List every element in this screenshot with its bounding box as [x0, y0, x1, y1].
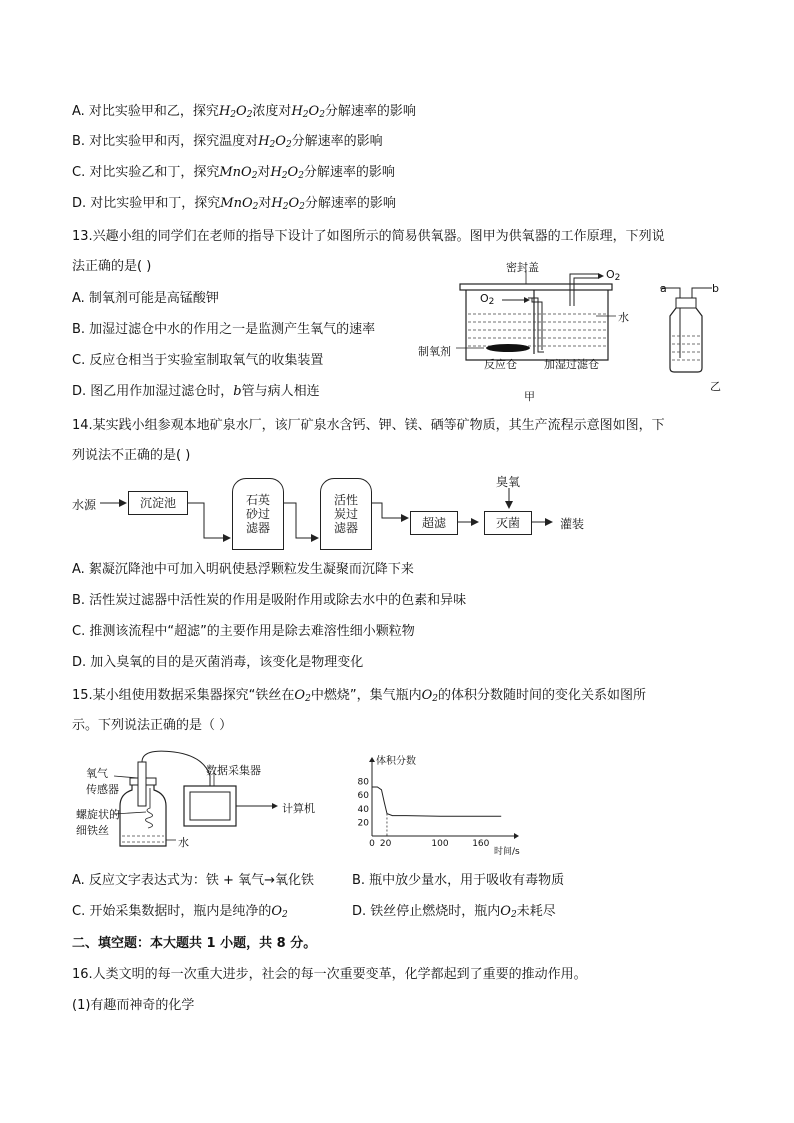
label-filter-chamber: 加湿过滤仓 — [544, 358, 599, 371]
q14-option-b: B. 活性炭过滤器中活性炭的作用是吸附作用或除去水中的色素和异味 — [72, 593, 467, 608]
q12-option-d: D. 对比实验甲和丁，探究MnO$_2$对$H_2O_2$分解速率的影响 — [72, 196, 396, 212]
q15-option-d: D. 铁丝停止燃烧时，瓶内$O_2$未耗尽 — [352, 904, 556, 920]
q15-option-b: B. 瓶中放少量水，用于吸收有毒物质 — [352, 873, 565, 888]
x-axis-arrow — [514, 833, 519, 839]
flow-water-source: 水源 — [72, 498, 97, 512]
flow-ultrafiltration: 超滤 — [410, 511, 458, 535]
y-tick-label: 40 — [357, 804, 369, 815]
flow-quartz-filter: 石英 砂过 滤器 — [232, 478, 284, 550]
q15-stem-line1: 15.某小组使用数据采集器探究“铁丝在$O_2$中燃烧”，集气瓶内$O_2$的体积分数随时间的变化关系如图所 — [72, 688, 646, 704]
x-tick-label: 160 — [472, 839, 490, 849]
label-tube-b: b — [712, 282, 719, 295]
label-computer: 计算机 — [282, 802, 315, 815]
label-jia: 甲 — [524, 390, 535, 403]
label-tube-a: a — [660, 282, 667, 295]
y-axis-label: 体积分数 — [376, 756, 416, 767]
q16-stem: 16.人类文明的每一次重大进步，社会的每一次重要变革，化学都起到了重要的推动作用。 — [72, 967, 587, 982]
label-water: 水 — [618, 311, 629, 324]
q13-option-c: C. 反应仓相当于实验室制取氧气的收集装置 — [72, 353, 324, 368]
label-reaction-chamber: 反应仓 — [484, 358, 517, 371]
q12-option-b: B. 对比实验甲和丙，探究温度对$H_2O_2$分解速率的影响 — [72, 134, 383, 150]
label-lid: 密封盖 — [506, 261, 539, 274]
flow-carbon-filter: 活性 炭过 滤器 — [320, 478, 372, 550]
flow-sterilization: 灭菌 — [484, 511, 532, 535]
q15-option-c: C. 开始采集数据时，瓶内是纯净的$O_2$ — [72, 904, 288, 920]
x-axis-label: 时间/s — [494, 847, 520, 857]
y-tick-label: 20 — [357, 818, 369, 829]
label-data-collector: 数据采集器 — [206, 764, 261, 777]
label-o2-out: $O_2$ — [606, 268, 621, 283]
section-2-heading: 二、填空题：本大题共 1 小题，共 8 分。 — [72, 936, 317, 951]
x-tick-label: 20 — [379, 839, 392, 849]
oxygen-volume-chart — [350, 756, 520, 858]
y-axis-arrow — [369, 757, 375, 762]
q14-option-a: A. 絮凝沉降池中可加入明矾使悬浮颗粒发生凝聚而沉降下来 — [72, 562, 414, 577]
label-o2-in: $O_2$ — [480, 292, 495, 307]
q13-stem-line2: 法正确的是( ) — [72, 259, 152, 274]
q15-option-a: A. 反应文字表达式为：铁 + 氧气→氧化铁 — [72, 873, 314, 888]
flow-sedimentation-tank: 沉淀池 — [128, 491, 188, 515]
series-line — [372, 787, 501, 816]
q13-option-d: D. 图乙用作加湿过滤仓时，b管与病人相连 — [72, 384, 320, 399]
label-oxygen-sensor: 氧气 传感器 — [86, 767, 119, 796]
q12-option-c: C. 对比实验乙和丁，探究MnO$_2$对$H_2O_2$分解速率的影响 — [72, 165, 395, 181]
q12-option-a: A. 对比实验甲和乙，探究$H_2O_2$浓度对$H_2O_2$分解速率的影响 — [72, 104, 416, 120]
label-water-bottle: 水 — [178, 836, 189, 849]
q13-option-b: B. 加湿过滤仓中水的作用之一是监测产生氧气的速率 — [72, 322, 376, 337]
flow-ozone: 臭氧 — [496, 475, 521, 489]
q14-option-d: D. 加入臭氧的目的是灭菌消毒，该变化是物理变化 — [72, 655, 364, 670]
bottle-yi-diagram — [656, 282, 726, 382]
x-tick-label: 0 — [369, 839, 375, 849]
y-tick-label: 80 — [357, 777, 369, 788]
q15-stem-line2: 示。下列说法正确的是（ ） — [72, 718, 233, 733]
y-tick-label: 60 — [357, 791, 369, 802]
q16-subquestion-1: (1)有趣而神奇的化学 — [72, 998, 195, 1013]
flow-filling: 灌装 — [560, 517, 585, 531]
q14-stem-line2: 列说法不正确的是( ) — [72, 448, 191, 463]
q13-option-a: A. 制氧剂可能是高锰酸钾 — [72, 291, 219, 306]
label-yi: 乙 — [710, 380, 721, 393]
q14-stem-line1: 14.某实践小组参观本地矿泉水厂，该厂矿泉水含钙、钾、镁、硒等矿物质，其生产流程示意图如图，下 — [72, 418, 665, 433]
label-iron-wire: 螺旋状的 细铁丝 — [76, 808, 120, 837]
label-agent: 制氧剂 — [418, 345, 451, 358]
q13-stem-line1: 13.兴趣小组的同学们在老师的指导下设计了如图所示的简易供氧器。图甲为供氧器的工作原理，下列说 — [72, 229, 665, 244]
oxygen-supplier-diagram — [410, 262, 630, 402]
q14-option-c: C. 推测该流程中“超滤”的主要作用是除去难溶性细小颗粒物 — [72, 624, 415, 639]
x-tick-label: 100 — [431, 839, 449, 849]
